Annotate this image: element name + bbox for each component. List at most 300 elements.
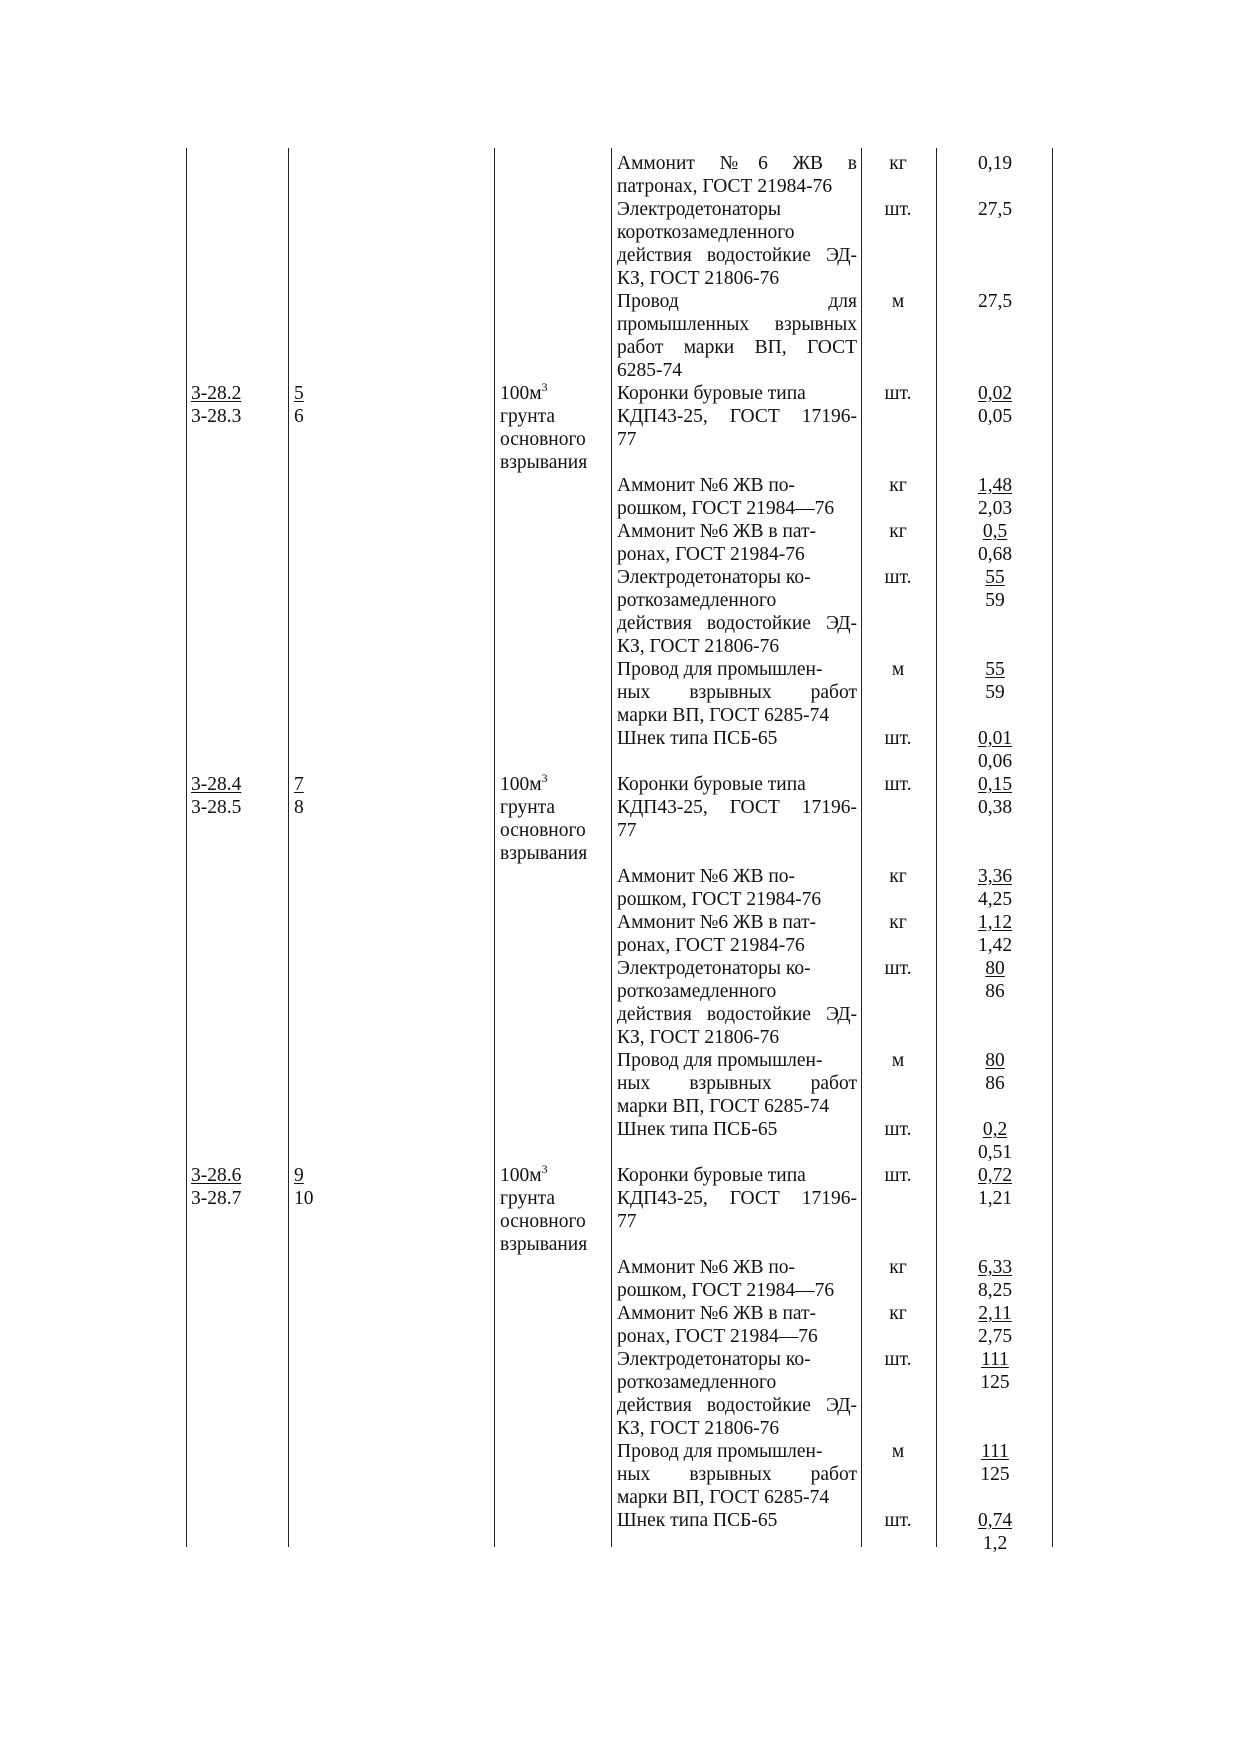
material-name-line [617,543,857,566]
consumption-value [950,1049,1040,1095]
column-rule [1052,148,1053,1547]
material-name-line [617,727,857,750]
material-name-text: ронах, ГОСТ 21984—76 [617,1326,818,1347]
material-name-line [617,1486,857,1509]
material-name-text: Коронки буровые типа [617,383,806,404]
measure-unit: кг [889,912,907,933]
material-name [617,1164,857,1233]
measure-unit: шт. [884,567,912,588]
material-name-text: рошком, ГОСТ 21984-76 [617,889,822,910]
consumption-value-text: 1,42 [977,935,1013,956]
material-name-line [617,1118,857,1141]
consumption-value-text: 3,36 [977,866,1013,887]
consumption-value-line [950,152,1040,175]
measure-unit: кг [889,475,907,496]
column-rule [936,148,937,1547]
consumption-value-line [950,681,1040,704]
consumption-value-text: 27,5 [977,199,1013,220]
consumption-value-text: 59 [985,590,1005,611]
material-name-text: КЗ, ГОСТ 21806-76 [617,1418,780,1439]
norm-code [191,1164,281,1210]
measure-unit: шт. [884,199,912,220]
consumption-value-line [950,1279,1040,1302]
material-name-text: ронах, ГОСТ 21984-76 [617,544,805,565]
material-name-line [617,359,857,382]
norm-code-text: 3-28.6 [191,1165,242,1186]
consumption-value-line [950,566,1040,589]
material-name-text: КЗ, ГОСТ 21806-76 [617,268,780,289]
material-name [617,911,857,957]
material-name-text: 6285-74 [617,360,682,381]
measure-unit: шт. [884,1165,912,1186]
material-name-text: Аммонит №6 ЖВ в пат- [617,1303,817,1324]
material-name-line [617,1394,857,1417]
norm-code-line [191,1187,281,1210]
consumption-value [950,290,1040,313]
consumption-value [950,1348,1040,1394]
material-name-line [617,1256,857,1279]
material-name-line [617,635,857,658]
material-name-text: Аммонит №6 ЖВ в [617,153,857,174]
material-name-text: КДП43-25, ГОСТ 17196- [617,1188,857,1209]
consumption-value-text: 125 [980,1372,1010,1393]
material-name-text: КДП43-25, ГОСТ 17196- [617,797,857,818]
consumption-value-text: 1,12 [977,912,1013,933]
consumption-value-line [950,405,1040,428]
material-name-line [617,796,857,819]
norm-unit-text: основного [500,1211,586,1232]
item-number [294,773,354,819]
material-name-text: Шнек типа ПСБ-65 [617,1510,778,1531]
norm-code-line [191,796,281,819]
measure-unit: кг [889,521,907,542]
norm-code [191,382,281,428]
consumption-value-line [950,1532,1040,1555]
material-name-text: 77 [617,1211,637,1232]
material-name-text: роткозамедленного [617,590,777,611]
consumption-value-text: 0,74 [977,1510,1013,1531]
measure-unit: шт. [884,774,912,795]
unit-superscript: 3 [541,771,548,785]
consumption-value-line [950,1371,1040,1394]
material-name-line [617,267,857,290]
material-name-line [617,773,857,796]
item-number-text: 7 [294,774,304,795]
material-name [617,1049,857,1118]
material-name-line [617,152,857,175]
norm-unit-line [500,1233,600,1256]
material-name-text: Коронки буровые типа [617,774,806,795]
column-rule [861,148,862,1547]
material-name-text: действия водостойкие ЭД- [617,245,857,266]
material-name-text: КЗ, ГОСТ 21806-76 [617,636,780,657]
item-number-text: 9 [294,1165,304,1186]
material-name-line [617,290,857,313]
material-name-line [617,1187,857,1210]
material-name-line [617,405,857,428]
item-number-text: 8 [294,797,304,818]
material-name-line [617,681,857,704]
consumption-value-text: 0,5 [982,521,1008,542]
material-name-line [617,428,857,451]
consumption-value-text: 55 [985,567,1005,588]
consumption-value-line [950,980,1040,1003]
consumption-value-line [950,382,1040,405]
material-name [617,658,857,727]
material-name-line [617,980,857,1003]
material-name [617,957,857,1049]
material-name-text: КДП43-25, ГОСТ 17196- [617,406,857,427]
column-rule [288,148,289,1547]
norm-unit-text: взрывания [500,843,588,864]
material-name-text: Электродетонаторы [617,199,781,220]
material-name-text: ных взрывных работ [617,1073,857,1094]
norm-unit-text: грунта [500,406,556,427]
consumption-value-line [950,1440,1040,1463]
material-name-text: Аммонит №6 ЖВ по- [617,866,796,887]
norm-unit-line [500,451,600,474]
consumption-value-text: 6,33 [977,1257,1013,1278]
material-name-line [617,819,857,842]
material-name-line [617,612,857,635]
consumption-value [950,957,1040,1003]
consumption-value [950,152,1040,175]
material-name-text: Электродетонаторы ко- [617,1349,811,1370]
item-number-line [294,773,354,796]
consumption-value-line [950,1509,1040,1532]
material-name-line [617,934,857,957]
norm-code-text: 3-28.4 [191,774,242,795]
norm-unit-line [500,819,600,842]
consumption-value-text: 2,11 [978,1303,1012,1324]
consumption-value-line [950,1302,1040,1325]
consumption-value [950,773,1040,819]
material-name [617,290,857,382]
consumption-value-text: 0,02 [977,383,1013,404]
material-name-line [617,1003,857,1026]
consumption-value [950,1440,1040,1486]
material-name-line [617,1371,857,1394]
norm-code-text: 3-28.7 [191,1188,242,1209]
norm-unit [500,773,600,865]
material-name-text: короткозамедленного [617,222,795,243]
material-name-text: ных взрывных работ [617,682,857,703]
material-name-text: Аммонит №6 ЖВ в пат- [617,912,817,933]
material-name [617,1509,857,1532]
material-name-text: промышленных взрывных [617,314,857,335]
measure-unit: м [891,291,905,312]
material-name-line [617,1072,857,1095]
material-name-line [617,382,857,405]
material-name [617,1256,857,1302]
material-name [617,382,857,451]
material-name-text: роткозамедленного [617,1372,777,1393]
measure-unit: м [891,1050,905,1071]
material-name [617,152,857,198]
material-name-text: ных взрывных работ [617,1464,857,1485]
measure-unit: шт. [884,958,912,979]
material-name-line [617,1279,857,1302]
consumption-value [950,198,1040,221]
material-name-text: марки ВП, ГОСТ 6285-74 [617,1096,830,1117]
consumption-value-line [950,957,1040,980]
consumption-value [950,474,1040,520]
consumption-value-text: 55 [985,659,1005,680]
consumption-value [950,566,1040,612]
item-number-text: 6 [294,406,304,427]
item-number-line [294,796,354,819]
material-name-text: Электродетонаторы ко- [617,958,811,979]
material-name-line [617,865,857,888]
measure-unit: м [891,1441,905,1462]
consumption-value-text: 2,03 [977,498,1013,519]
consumption-value [950,727,1040,773]
material-name-text: марки ВП, ГОСТ 6285-74 [617,1487,830,1508]
material-name [617,1440,857,1509]
norm-code [191,773,281,819]
consumption-value-text: 0,06 [977,751,1013,772]
material-name-text: Электродетонаторы ко- [617,567,811,588]
consumption-value-text: 4,25 [977,889,1013,910]
norm-unit-line [500,842,600,865]
norm-unit-line [500,1164,600,1187]
material-name-text: Провод для промышлен- [617,1441,823,1462]
consumption-value-text: 0,05 [977,406,1013,427]
consumption-value-text: 0,38 [977,797,1013,818]
consumption-value-line [950,198,1040,221]
consumption-value [950,1302,1040,1348]
norm-unit-text: 100м [500,383,542,404]
material-name [617,474,857,520]
norm-unit-line [500,1187,600,1210]
measure-unit: кг [889,153,907,174]
norm-code-line [191,382,281,405]
norm-unit-line [500,382,600,405]
consumption-value-text: 86 [985,1073,1005,1094]
consumption-value-line [950,911,1040,934]
consumption-value-text: 111 [981,1441,1009,1462]
material-name-line [617,1440,857,1463]
consumption-value-text: 0,19 [977,153,1013,174]
material-name-line [617,336,857,359]
consumption-value-line [950,750,1040,773]
measure-unit: шт. [884,383,912,404]
consumption-value-line [950,497,1040,520]
norm-unit-line [500,1210,600,1233]
material-name [617,865,857,911]
norm-code-line [191,405,281,428]
material-name-text: действия водостойкие ЭД- [617,1395,857,1416]
material-name-line [617,474,857,497]
consumption-value-line [950,934,1040,957]
norm-unit-text: грунта [500,1188,556,1209]
material-name-text: Провод для [617,291,857,312]
measure-unit: м [891,659,905,680]
consumption-value-text: 59 [985,682,1005,703]
item-number-line [294,382,354,405]
material-name-line [617,244,857,267]
material-name-text: ронах, ГОСТ 21984-76 [617,935,805,956]
measure-unit: кг [889,1257,907,1278]
measure-unit: шт. [884,1349,912,1370]
consumption-value [950,1256,1040,1302]
item-number-text: 5 [294,383,304,404]
material-name-line [617,1417,857,1440]
material-name-line [617,911,857,934]
material-name [617,1118,857,1141]
material-name-line [617,313,857,336]
consumption-value-line [950,520,1040,543]
material-name-line [617,589,857,612]
material-name [617,727,857,750]
consumption-value-text: 2,75 [977,1326,1013,1347]
norm-code-line [191,773,281,796]
item-number [294,1164,354,1210]
norm-unit-text: 100м [500,774,542,795]
consumption-value-line [950,1164,1040,1187]
material-name-text: Провод для промышлен- [617,1050,823,1071]
norm-code-line [191,1164,281,1187]
material-name-line [617,198,857,221]
unit-superscript: 3 [541,380,548,394]
item-number-line [294,405,354,428]
consumption-value-line [950,1141,1040,1164]
material-name-text: Коронки буровые типа [617,1165,806,1186]
consumption-value-text: 0,2 [982,1119,1008,1140]
material-name [617,198,857,290]
measure-unit: шт. [884,728,912,749]
consumption-value-text: 0,72 [977,1165,1013,1186]
measure-unit: кг [889,1303,907,1324]
measure-unit: шт. [884,1119,912,1140]
material-name-line [617,704,857,727]
material-name-text: марки ВП, ГОСТ 6285-74 [617,705,830,726]
material-name-text: действия водостойкие ЭД- [617,1004,857,1025]
consumption-value-line [950,589,1040,612]
consumption-value-text: 125 [980,1464,1010,1485]
material-name-text: Шнек типа ПСБ-65 [617,728,778,749]
norm-unit-line [500,428,600,451]
column-rule [186,148,187,1547]
consumption-value-line [950,865,1040,888]
material-name-line [617,1509,857,1532]
consumption-value [950,1118,1040,1164]
consumption-value-line [950,1325,1040,1348]
material-name [617,566,857,658]
material-name-line [617,221,857,244]
consumption-value-text: 0,51 [977,1142,1013,1163]
material-name-line [617,1095,857,1118]
norm-unit-text: взрывания [500,452,588,473]
norm-unit-line [500,773,600,796]
norm-unit [500,382,600,474]
consumption-value-line [950,1348,1040,1371]
material-name-text: работ марки ВП, ГОСТ [617,337,857,358]
norm-code-text: 3-28.3 [191,406,242,427]
material-name-line [617,520,857,543]
material-name-text: рошком, ГОСТ 21984—76 [617,1280,835,1301]
measure-unit: кг [889,866,907,887]
consumption-value-line [950,474,1040,497]
norm-unit-line [500,796,600,819]
material-name-text: КЗ, ГОСТ 21806-76 [617,1027,780,1048]
material-name [617,520,857,566]
material-name-line [617,1210,857,1233]
consumption-value-text: 1,21 [977,1188,1013,1209]
consumption-value-line [950,290,1040,313]
material-name-line [617,1463,857,1486]
consumption-value-text: 1,48 [977,475,1013,496]
consumption-value-line [950,888,1040,911]
consumption-value-text: 80 [985,1050,1005,1071]
material-name-line [617,957,857,980]
material-name-text: роткозамедленного [617,981,777,1002]
consumption-value-line [950,1049,1040,1072]
consumption-value-text: 1,2 [982,1533,1008,1554]
material-name-line [617,1049,857,1072]
material-name-text: Аммонит №6 ЖВ по- [617,1257,796,1278]
unit-superscript: 3 [541,1162,548,1176]
material-name-text: действия водостойкие ЭД- [617,613,857,634]
consumption-value-text: 0,15 [977,774,1013,795]
material-name-line [617,175,857,198]
consumption-value [950,1509,1040,1555]
material-name-line [617,658,857,681]
consumption-value-line [950,796,1040,819]
material-name-line [617,1302,857,1325]
consumption-value-text: 0,68 [977,544,1013,565]
norm-code-text: 3-28.5 [191,797,242,818]
consumption-value [950,520,1040,566]
material-name-text: Аммонит №6 ЖВ в пат- [617,521,817,542]
material-name-line [617,1164,857,1187]
norm-unit-text: взрывания [500,1234,588,1255]
consumption-value [950,865,1040,911]
material-name-line [617,888,857,911]
material-name [617,1302,857,1348]
item-number-line [294,1187,354,1210]
material-name-text: патронах, ГОСТ 21984-76 [617,176,833,197]
consumption-value-line [950,1187,1040,1210]
item-number-text: 10 [294,1188,314,1209]
consumption-value-line [950,1072,1040,1095]
consumption-value-line [950,543,1040,566]
material-name-line [617,1325,857,1348]
consumption-value-text: 111 [981,1349,1009,1370]
consumption-value [950,911,1040,957]
consumption-value-line [950,727,1040,750]
material-name-text: 77 [617,820,637,841]
material-name-text: рошком, ГОСТ 21984—76 [617,498,835,519]
consumption-value-text: 0,01 [977,728,1013,749]
consumption-value-line [950,773,1040,796]
consumption-value [950,1164,1040,1210]
consumption-value [950,658,1040,704]
norm-unit [500,1164,600,1256]
consumption-value-text: 8,25 [977,1280,1013,1301]
material-name [617,1348,857,1440]
material-name [617,773,857,842]
column-rule [611,148,612,1547]
material-name-line [617,1026,857,1049]
norm-unit-text: основного [500,820,586,841]
consumption-value-line [950,1463,1040,1486]
consumption-value-line [950,658,1040,681]
norm-code-text: 3-28.2 [191,383,242,404]
consumption-value [950,382,1040,428]
material-name-line [617,566,857,589]
norm-unit-text: основного [500,429,586,450]
